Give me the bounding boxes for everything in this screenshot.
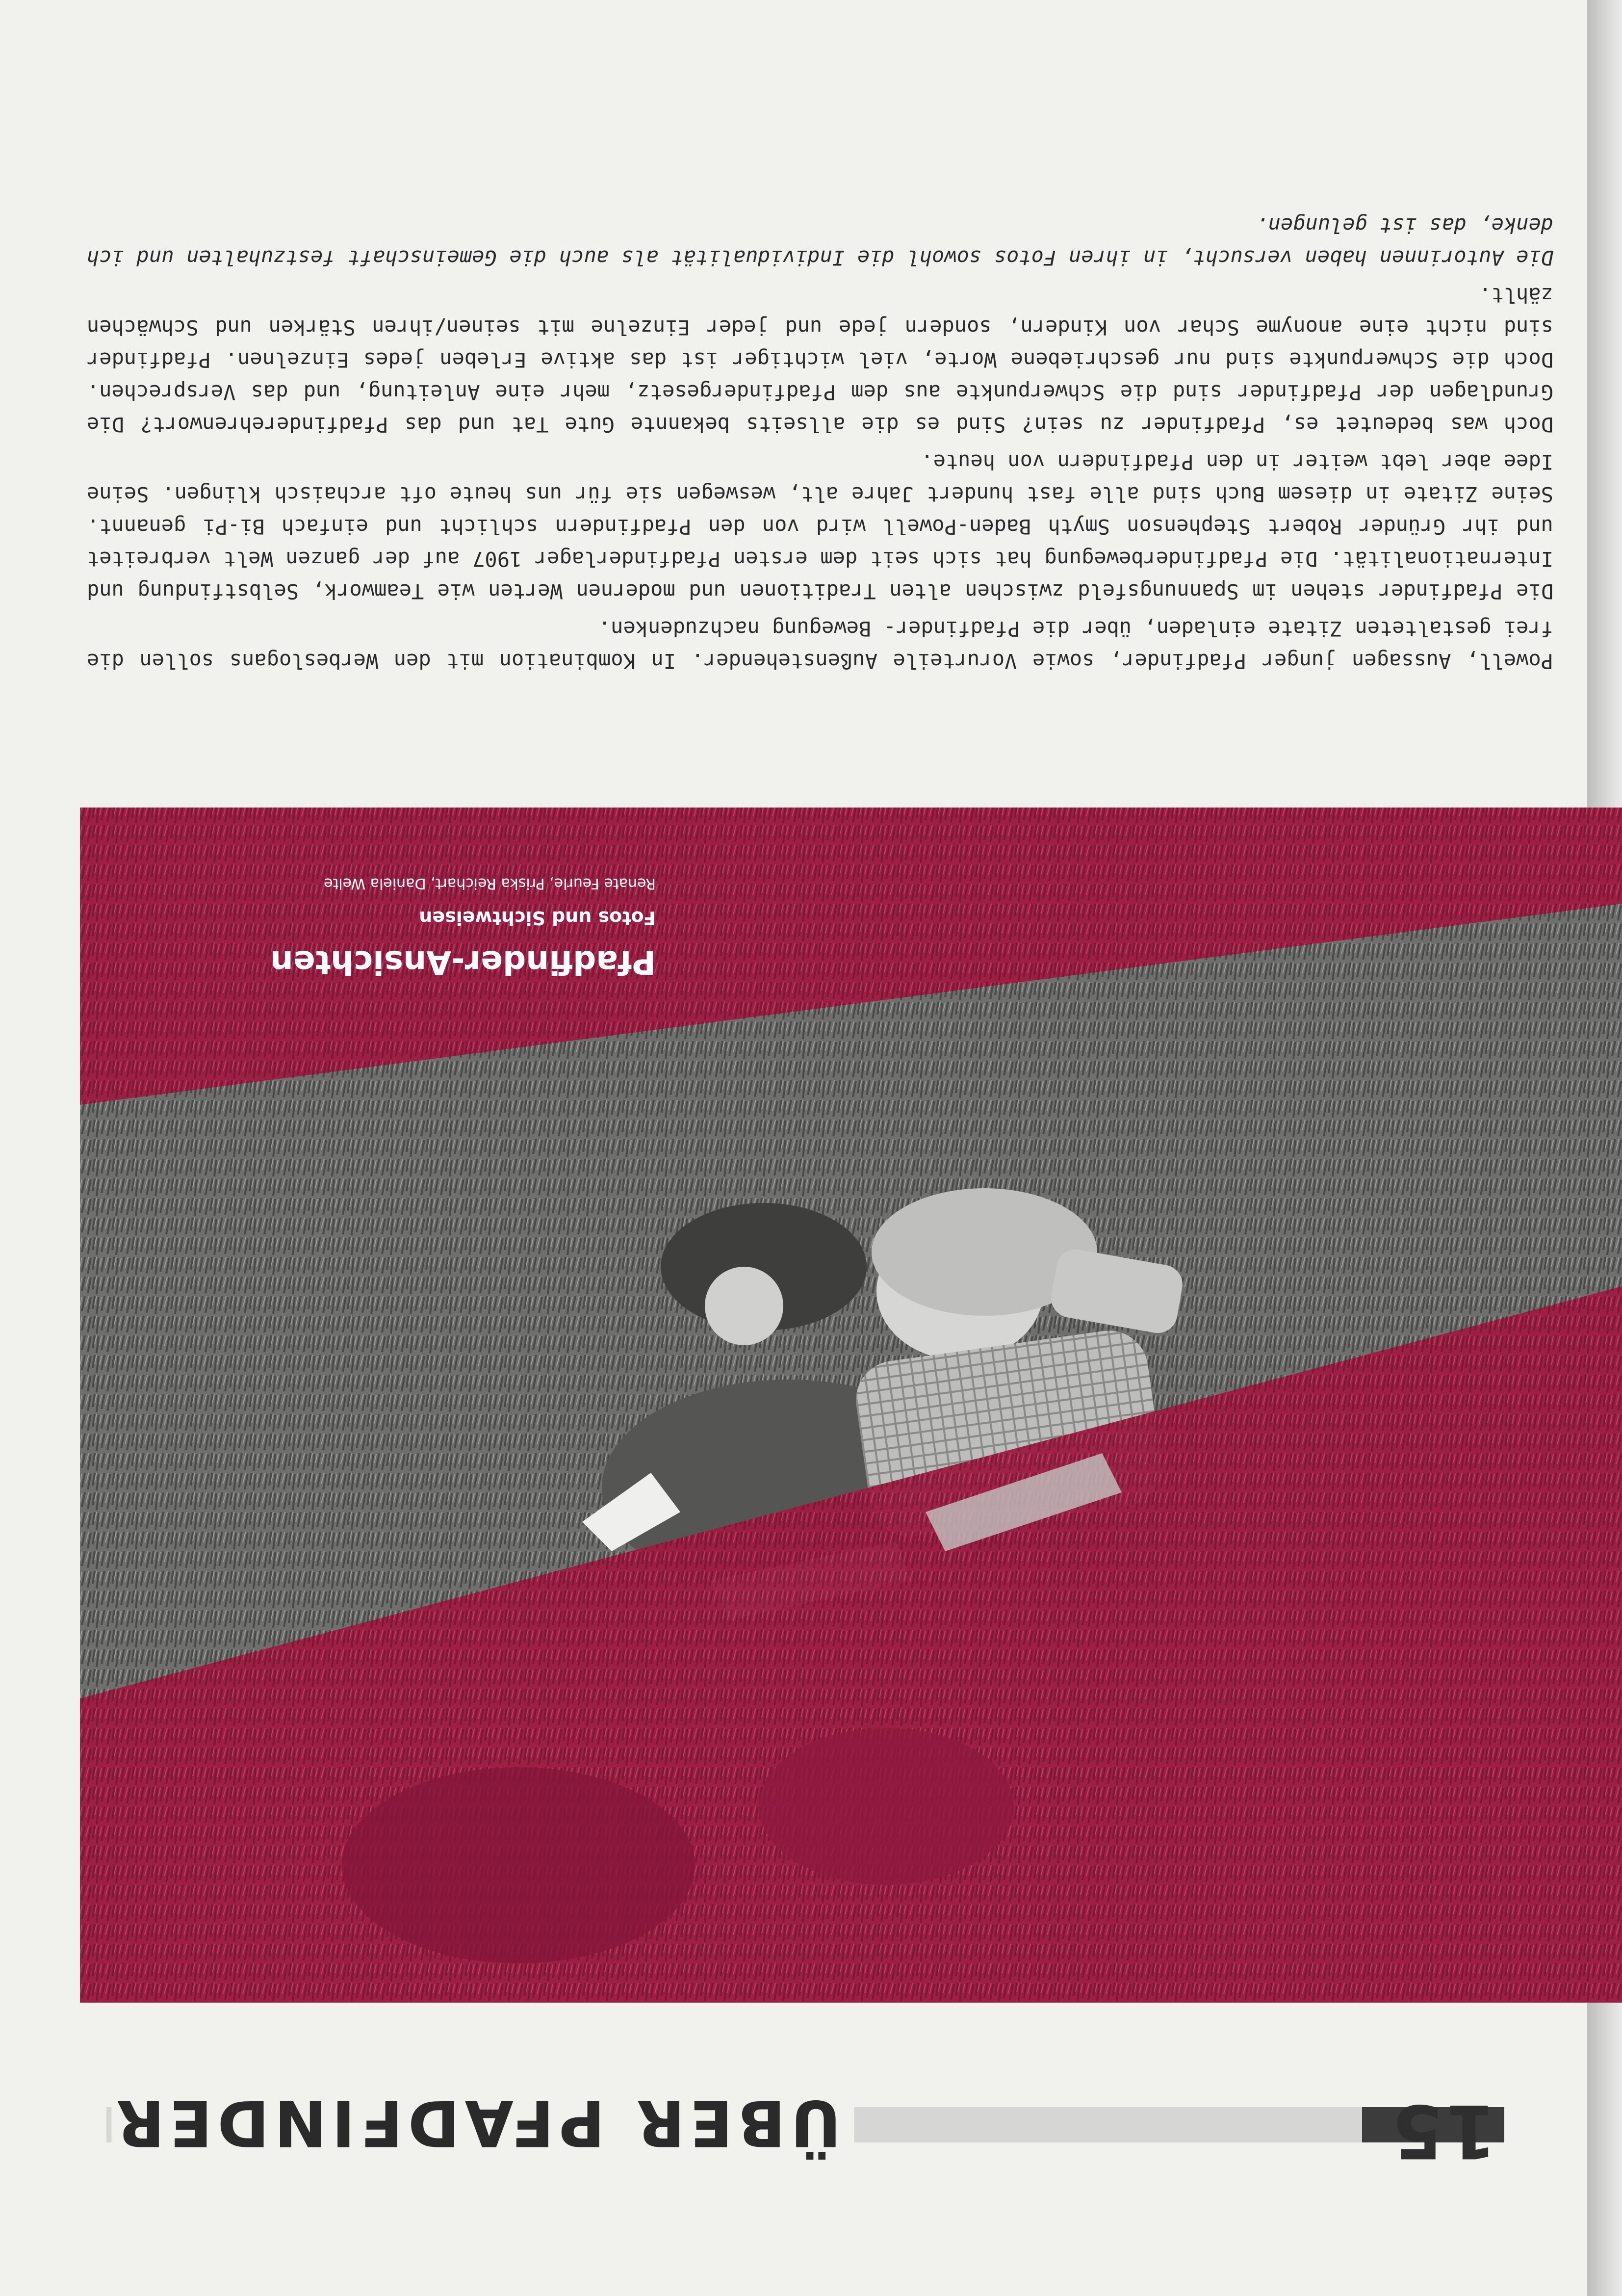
article-title: Pfadfinder-Ansichten xyxy=(270,943,656,981)
closing-paragraph: Die Autorinnen haben versucht, in ihren Fotos sowohl die Individualität als auch die Gemeinschaft festzuhalten und ich denke, das ist gelungen. xyxy=(87,213,1553,270)
article-title-block xyxy=(116,874,656,981)
article-photo xyxy=(80,808,1622,2003)
photo-two-scouts-on-grass-icon xyxy=(80,808,1622,2003)
body-paragraph: Die Pfadfinder stehen im Spannungsfeld zwischen alten Traditionen und modernen Werten wie Teamwork, Selbstfindung und Internationalität. Die Pfadfinderbewegung hat sich seit dem ersten Pfadfinderlager 1907 auf der ganzen Welt verbreitet und ihr Gründer Robert Stephenson Smyth Baden-Powell wird von den Pfadfindern schlicht und einfach Bi-Pi genannt. Seine Zitate in diesem Buch sind alle fast hundert Jahre alt, weswegen sie für uns heute oft archaisch klingen. Seine Idee aber lebt weiter in den Pfadfindern von heute. xyxy=(87,450,1553,603)
article-authors: Renate Feurle, Priska Reichart, Daniela Welte xyxy=(324,875,656,892)
page-number: 15 xyxy=(1390,2088,1496,2173)
article-body xyxy=(87,209,1553,677)
body-paragraph: Powell, Aussagen junger Pfadfinder, sowie Vorurteile Außenstehender. In Kombination mit den Werbeslogans sollen die frei gestalteten Zitate einladen, über die Pfadfinder- Bewegung nachzudenken. xyxy=(87,617,1553,673)
article-subtitle: Fotos und Sichtweisen xyxy=(419,907,656,929)
body-paragraph: Doch was bedeutet es, Pfadfinder zu sein? Sind es die allseits bekannte Gute Tat und das Pfadfinderehrenwort? Die Grundlagen der Pfadfinder sind die Schwerpunkte aus dem Pfadfindergesetz, mehr eine Anleitung, und das Versprechen. Doch die Schwerpunkte sind nur geschriebene Worte, viel wichtiger ist das aktive Erleben jedes Einzelnen. Pfadfinder sind nicht eine anonyme Schar von Kindern, sondern jede und jeder Einzelne mit seinen/ihren Stärken und Schwächen zählt. xyxy=(87,283,1553,437)
section-title: ÜBER PFADFINDER xyxy=(111,2091,854,2154)
